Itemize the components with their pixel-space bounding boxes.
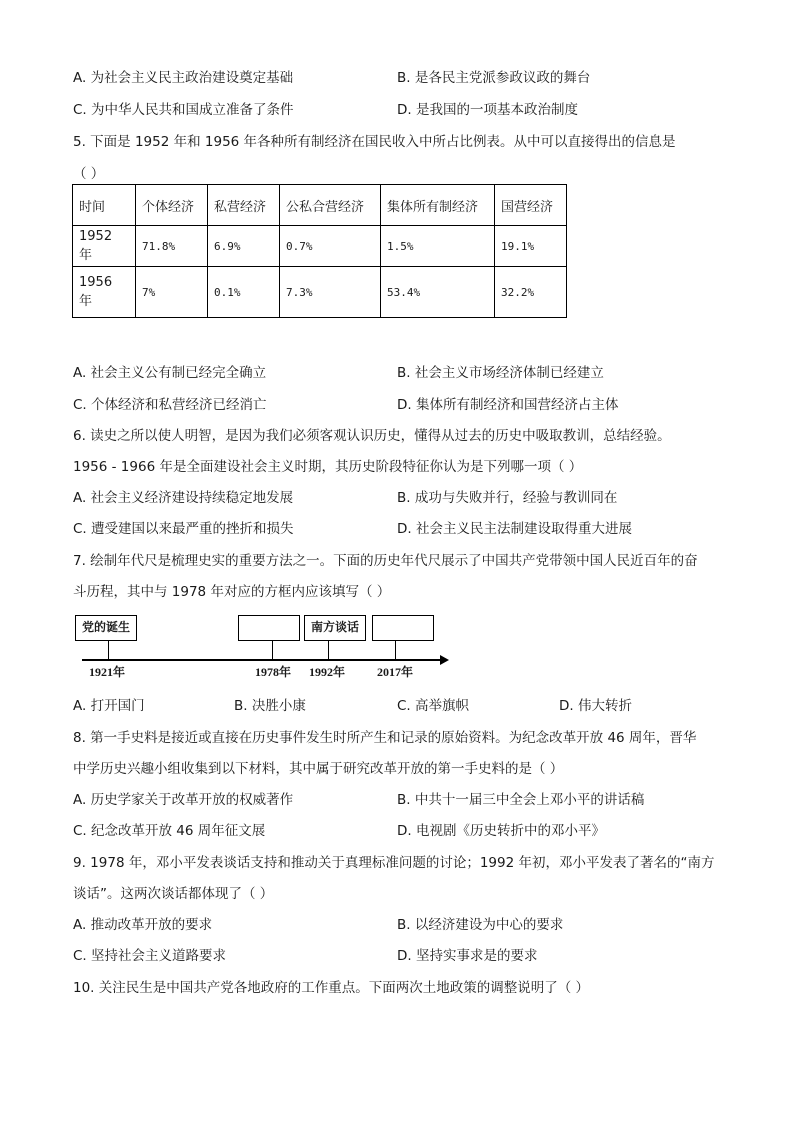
timeline-box-2017-blank [372,615,434,641]
table-cell: 71.8% [136,226,208,267]
q7-stem-line2: 斗历程，其中与 1978 年对应的方框内应该填写（ ） [73,584,391,600]
q9-stem-line1: 9. 1978 年，邓小平发表谈话支持和推动关于真理标准问题的讨论；1992 年初，邓小平发表了著名的“南方 [73,855,715,871]
q4-option-d: D. 是我国的一项基本政治制度 [397,102,578,118]
q8-stem-line1: 8. 第一手史料是接近或直接在历史事件发生时所产生和记录的原始资料。为纪念改革开放 46 周年，晋华 [73,730,697,746]
table-header-row [73,185,567,226]
q5-stem: 5. 下面是 1952 年和 1956 年各种所有制经济在国民收入中所占比例表。从中可以直接得出的信息是 [73,134,676,150]
timeline-tick [328,641,329,659]
table-header-cell: 公私合营经济 [280,185,381,226]
table-header-cell: 个体经济 [136,185,208,226]
q7-option-d: D. 伟大转折 [559,698,632,714]
q9-option-b: B. 以经济建设为中心的要求 [397,917,564,933]
timeline-tick [395,641,396,659]
q8-option-c: C. 纪念改革开放 46 周年征文展 [73,823,266,839]
q8-option-b: B. 中共十一届三中全会上邓小平的讲话稿 [397,792,645,808]
table-row [73,267,567,318]
table-cell: 0.7% [280,226,381,267]
table-cell: 1956 年 [73,267,136,318]
q9-option-c: C. 坚持社会主义道路要求 [73,948,227,964]
q10-stem: 10. 关注民生是中国共产党各地政府的工作重点。下面两次土地政策的调整说明了（ ） [73,980,590,996]
q5-option-b: B. 社会主义市场经济体制已经建立 [397,365,604,381]
q5-option-c: C. 个体经济和私营经济已经消亡 [73,397,267,413]
timeline-axis [82,659,442,661]
table-cell: 1.5% [381,226,495,267]
q7-option-b: B. 决胜小康 [234,698,306,714]
table-cell: 7% [136,267,208,318]
q4-option-c: C. 为中华人民共和国成立准备了条件 [73,102,294,118]
q7-stem-line1: 7. 绘制年代尺是梳理史实的重要方法之一。下面的历史年代尺展示了中国共产党带领中国人民近百年的奋 [73,553,698,569]
table-cell: 6.9% [208,226,280,267]
table-cell: 0.1% [208,267,280,318]
timeline-year: 2017年 [377,665,414,679]
q8-stem-line2: 中学历史兴趣小组收集到以下材料，其中属于研究改革开放的第一手史料的是（ ） [73,761,564,777]
q6-option-a: A. 社会主义经济建设持续稳定地发展 [73,490,294,506]
timeline-year: 1978年 [255,665,292,679]
timeline-tick [272,641,273,659]
timeline-box-1921: 党的诞生 [75,615,137,641]
timeline-year: 1992年 [309,665,346,679]
q6-option-b: B. 成功与失败并行，经验与教训同在 [397,490,618,506]
table-cell: 19.1% [495,226,567,267]
timeline-tick [108,641,109,659]
q9-option-d: D. 坚持实事求是的要求 [397,948,538,964]
table-header-cell: 国营经济 [495,185,567,226]
q6-stem-line2: 1956 - 1966 年是全面建设社会主义时期，其历史阶段特征你认为是下列哪一项（ ） [73,459,583,475]
table-row [73,226,567,267]
table-header-cell: 集体所有制经济 [381,185,495,226]
q4-option-b: B. 是各民主党派参政议政的舞台 [397,70,591,86]
q6-stem-line1: 6. 读史之所以使人明智，是因为我们必须客观认识历史，懂得从过去的历史中吸取教训，总结经验。 [73,428,671,444]
arrow-right-icon [440,655,449,665]
q5-option-a: A. 社会主义公有制已经完全确立 [73,365,267,381]
timeline [72,612,452,682]
q7-option-c: C. 高举旗帜 [397,698,470,714]
table-header-cell: 时间 [73,185,136,226]
timeline-box-1978-blank [238,615,300,641]
table-cell: 53.4% [381,267,495,318]
table-header-cell: 私营经济 [208,185,280,226]
q5-table [72,184,567,318]
table-cell: 32.2% [495,267,567,318]
q6-option-c: C. 遭受建国以来最严重的挫折和损失 [73,521,294,537]
timeline-year: 1921年 [89,665,126,679]
q5-option-d: D. 集体所有制经济和国营经济占主体 [397,397,619,413]
table-cell: 1952 年 [73,226,136,267]
timeline-box-1992: 南方谈话 [304,615,366,641]
q5-paren: （ ） [73,166,105,182]
q9-option-a: A. 推动改革开放的要求 [73,917,213,933]
q6-option-d: D. 社会主义民主法制建设取得重大进展 [397,521,632,537]
q4-option-a: A. 为社会主义民主政治建设奠定基础 [73,70,294,86]
q8-option-d: D. 电视剧《历史转折中的邓小平》 [397,823,605,839]
q7-option-a: A. 打开国门 [73,698,145,714]
q8-option-a: A. 历史学家关于改革开放的权威著作 [73,792,294,808]
table-cell: 7.3% [280,267,381,318]
q9-stem-line2: 谈话”。这两次谈话都体现了（ ） [73,886,274,902]
